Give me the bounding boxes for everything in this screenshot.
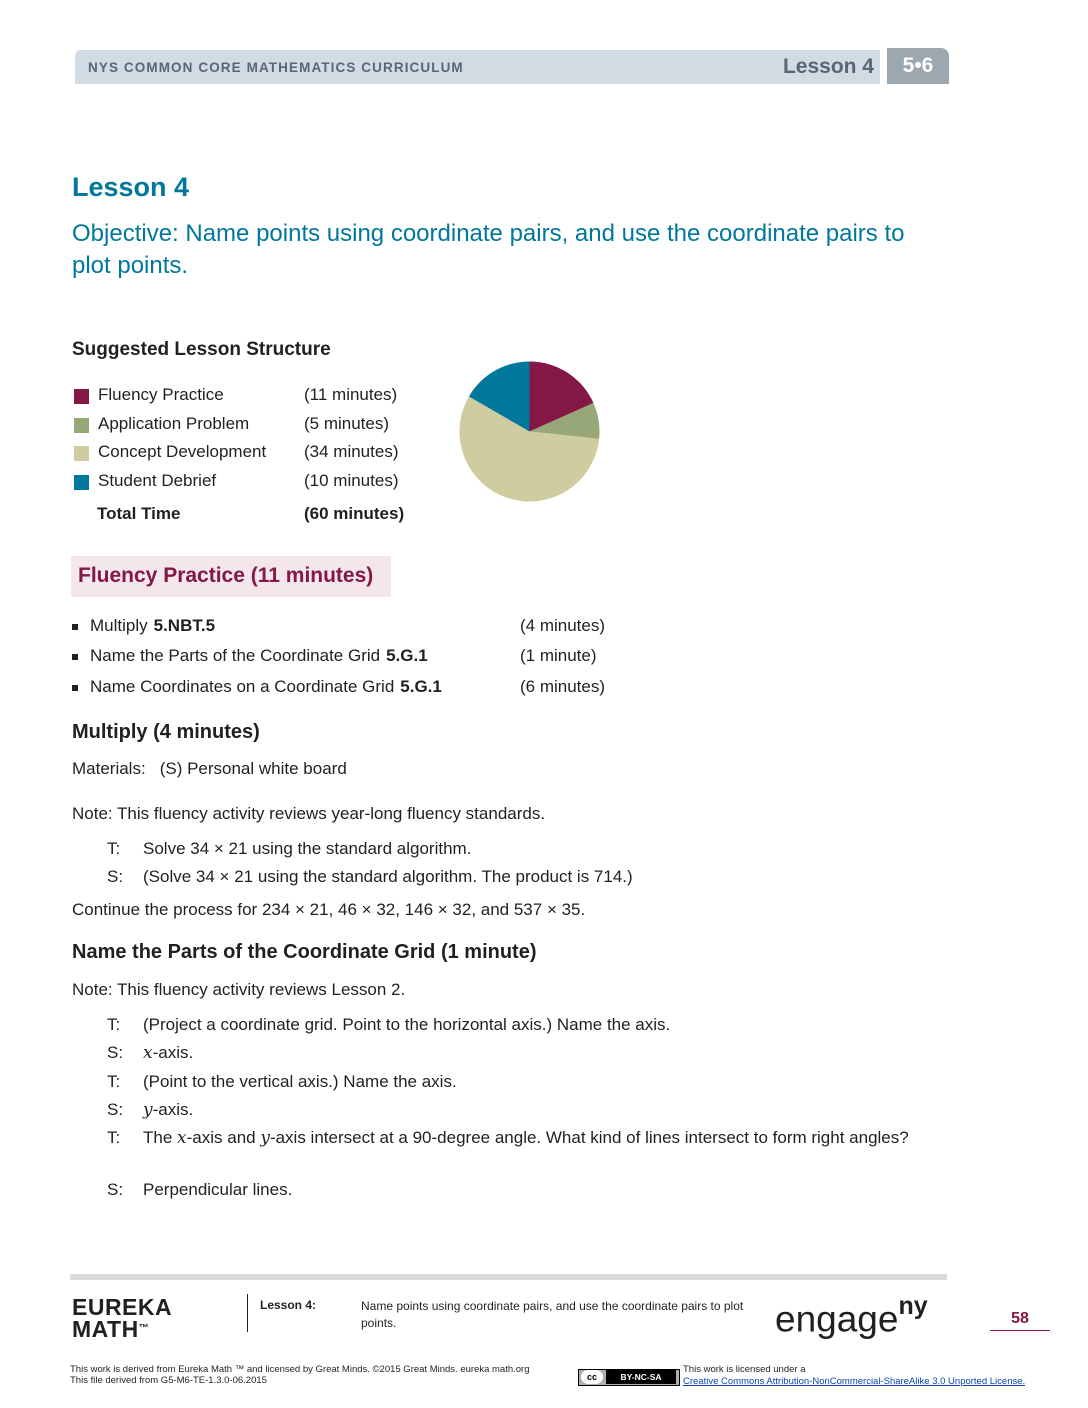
lesson-title: Lesson 4 (72, 172, 190, 202)
speech-text: -axis. (152, 1043, 194, 1062)
speech (143, 1098, 923, 1122)
engageny-logo (775, 1292, 928, 1340)
structure-item-minutes: (10 minutes) (304, 471, 399, 490)
cc-license-badge[interactable] (578, 1369, 680, 1386)
structure-item-minutes: (11 minutes) (304, 385, 398, 404)
speaker: T: (107, 1015, 121, 1034)
footer-separator (247, 1294, 248, 1332)
ny-word: ny (898, 1292, 928, 1320)
speech-text: -axis intersect at a 90-degree angle. What kind of lines intersect to form right angles? (269, 1128, 909, 1147)
materials-label: Materials: (72, 759, 146, 778)
speaker: T: (107, 1072, 121, 1091)
engage-word: engage (775, 1298, 899, 1340)
bullet-icon (72, 624, 78, 630)
speech: (Project a coordinate grid. Point to the horizontal axis.) Name the axis. (143, 1015, 671, 1034)
multiply-continue: Continue the process for 234 × 21, 46 × 32, 146 × 32, and 537 × 35. (72, 900, 586, 919)
legend-swatch (74, 446, 89, 461)
fluency-item-text: Multiply (90, 616, 148, 635)
footer-rule (70, 1274, 947, 1280)
variable-x: x (177, 1128, 187, 1148)
legend-swatch (74, 418, 89, 433)
fluency-item-standard: 5.G.1 (400, 677, 442, 696)
parts-heading: Name the Parts of the Coordinate Grid (1 minute) (72, 941, 537, 963)
license-text (683, 1364, 1025, 1388)
structure-item-minutes: (5 minutes) (304, 414, 390, 433)
structure-item-minutes: (34 minutes) (304, 442, 399, 461)
lesson-structure-pie-chart (458, 360, 601, 503)
speech (143, 1041, 923, 1065)
variable-x: x (143, 1043, 153, 1063)
materials-text: (S) Personal white board (159, 759, 347, 778)
structure-item-name: Concept Development (98, 442, 267, 461)
speech-text: -axis. (152, 1100, 194, 1119)
grade-module-badge: 5•6 (887, 48, 949, 84)
fluency-item-text: Name Coordinates on a Coordinate Grid (90, 677, 395, 696)
license-link[interactable]: Creative Commons Attribution-NonCommercial-ShareAlike 3.0 Unported License. (683, 1376, 1026, 1387)
logo-line-1: EUREKA (72, 1294, 173, 1320)
speaker: S: (107, 1180, 124, 1199)
credit-line: This work is derived from Eureka Math ™ and licensed by Great Minds. ©2015 Great Minds. eureka math.org (70, 1364, 530, 1375)
header-lesson: Lesson 4 (782, 55, 874, 78)
speaker: S: (107, 867, 124, 886)
speech: Solve 34 × 21 using the standard algorithm. (143, 839, 472, 858)
fluency-item-minutes: (1 minute) (520, 646, 597, 665)
speech: Perpendicular lines. (143, 1180, 293, 1199)
legend-swatch (74, 475, 89, 490)
cc-icon: cc (581, 1370, 603, 1384)
credit-line: This file derived from G5-M6-TE-1.3.0-06.2015 (70, 1375, 267, 1386)
speech: (Solve 34 × 21 using the standard algorithm. The product is 714.) (143, 867, 633, 886)
multiply-heading: Multiply (4 minutes) (72, 721, 260, 743)
structure-item-name: Student Debrief (98, 471, 217, 490)
parts-note: Note: This fluency activity reviews Lesson 2. (72, 980, 406, 999)
variable-y: y (260, 1128, 270, 1148)
fluency-item-standard: 5.NBT.5 (153, 616, 216, 635)
speech: (Point to the vertical axis.) Name the axis. (143, 1072, 457, 1091)
bullet-icon (72, 654, 78, 660)
fluency-item-minutes: (6 minutes) (520, 677, 606, 696)
structure-item-name: Fluency Practice (98, 385, 224, 404)
speech (143, 1126, 923, 1150)
cc-badge-label: BY-NC-SA (606, 1370, 676, 1384)
speaker: S: (107, 1043, 124, 1062)
materials (72, 759, 347, 779)
fluency-heading: Fluency Practice (11 minutes) (78, 564, 374, 587)
credit-text (70, 1364, 530, 1386)
speaker: S: (107, 1100, 124, 1119)
curriculum-name: NYS COMMON CORE MATHEMATICS CURRICULUM (88, 60, 464, 75)
trademark: ™ (138, 1323, 150, 1334)
legend-swatch (74, 389, 89, 404)
variable-y: y (143, 1100, 153, 1120)
speech-text: The (143, 1128, 178, 1147)
total-time-minutes: (60 minutes) (304, 504, 405, 523)
fluency-item-text: Name the Parts of the Coordinate Grid (90, 646, 381, 665)
structure-item-name: Application Problem (98, 414, 250, 433)
page-number-underline (990, 1330, 1050, 1331)
multiply-note: Note: This fluency activity reviews year-long fluency standards. (72, 804, 546, 823)
footer-lesson-label: Lesson 4: (260, 1298, 317, 1312)
total-time-label: Total Time (97, 504, 181, 523)
eureka-math-logo (72, 1296, 172, 1340)
speaker: T: (107, 1128, 121, 1147)
structure-title: Suggested Lesson Structure (72, 339, 331, 360)
speech-text: -axis and (186, 1128, 261, 1147)
fluency-item-standard: 5.G.1 (386, 646, 428, 665)
page-number: 58 (1011, 1310, 1029, 1327)
license-line: This work is licensed under a (683, 1364, 806, 1375)
speaker: T: (107, 839, 121, 858)
objective: Objective: Name points using coordinate pairs, and use the coordinate pairs to plot points. (72, 220, 905, 279)
fluency-item-minutes: (4 minutes) (520, 616, 606, 635)
logo-line-2: MATH (72, 1316, 139, 1342)
footer-lesson-description: Name points using coordinate pairs, and use the coordinate pairs to plot points. (361, 1299, 744, 1330)
bullet-icon (72, 685, 78, 691)
